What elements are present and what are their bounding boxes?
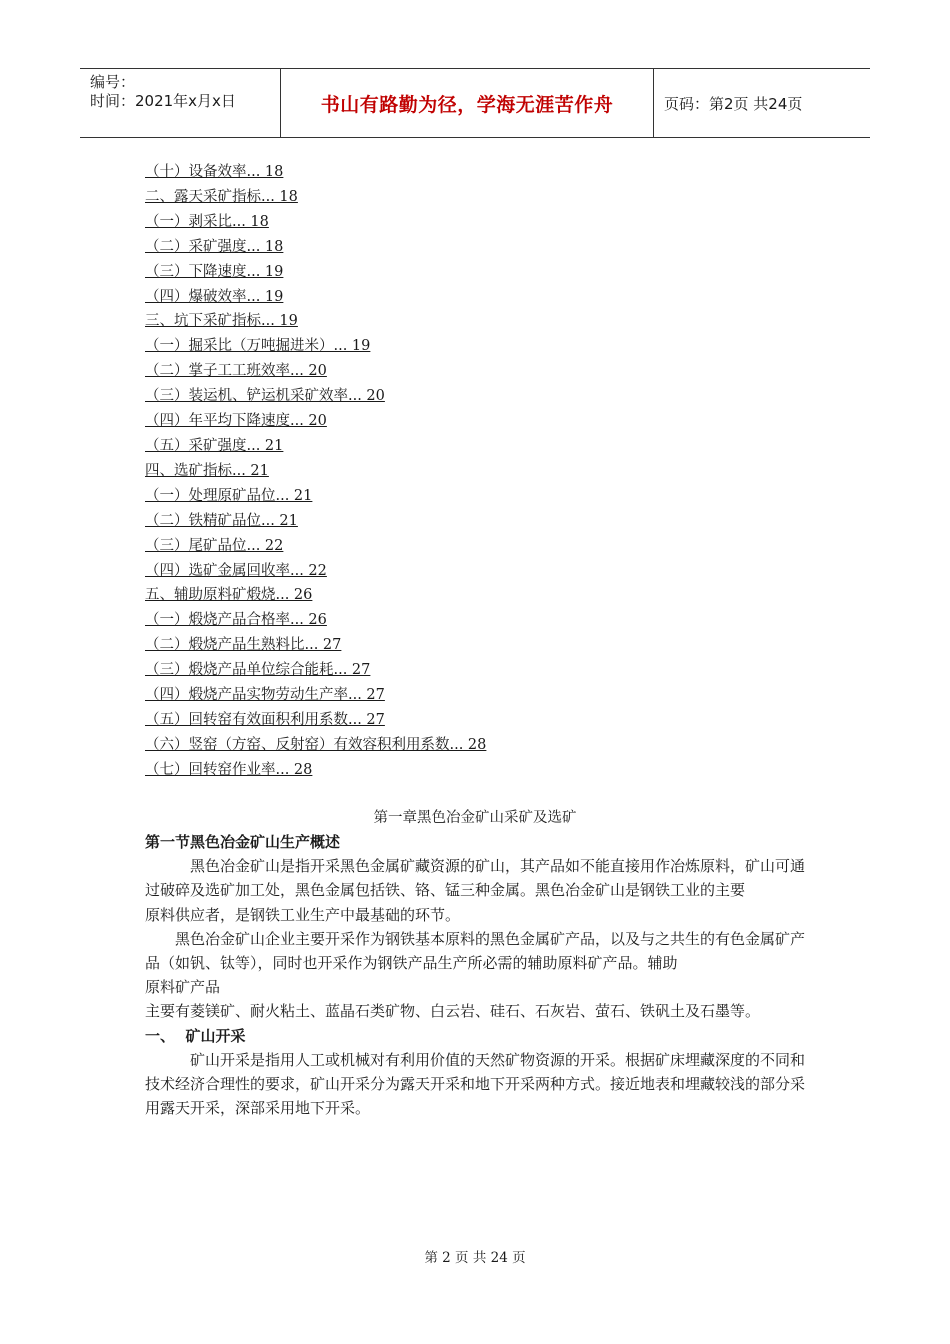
toc-link[interactable]: （二）煅烧产品生熟料比... 27 xyxy=(145,637,342,654)
toc-link[interactable]: （一）处理原矿品位... 21 xyxy=(145,487,313,504)
toc-link[interactable]: （四）爆破效率... 19 xyxy=(145,288,284,305)
toc-link[interactable]: （四）年平均下降速度... 20 xyxy=(145,413,327,430)
toc-link[interactable]: （三）尾矿品位... 22 xyxy=(145,537,284,554)
subheading: 一、 矿山开采 xyxy=(145,1026,246,1045)
toc-link[interactable]: （二）铁精矿品位... 21 xyxy=(145,512,298,529)
body-content xyxy=(145,830,805,1120)
toc-link[interactable]: （一）掘采比（万吨掘进米）... 19 xyxy=(145,338,371,355)
header-page-info: 页码：第2页 共24页 xyxy=(664,94,803,113)
chapter-title: 第一章黑色冶金矿山采矿及选矿 xyxy=(373,810,577,826)
paragraph: 矿山开采是指用人工或机械对有利用价值的天然矿物资源的开采。根据矿床埋藏深度的不同和技术经济合理性的要求，矿山开采分为露天开采和地下开采两种方式。接近地表和埋藏较浅的部分采用露天开采，深部采用地下开采。 xyxy=(145,1050,806,1118)
toc-link[interactable]: （五）回转窑有效面积利用系数... 27 xyxy=(145,711,385,728)
toc-link[interactable]: （五）采矿强度... 21 xyxy=(145,437,284,454)
toc-link[interactable]: （一）剥采比... 18 xyxy=(145,213,269,230)
toc-link[interactable]: 三、坑下采矿指标... 19 xyxy=(145,313,298,330)
toc-link[interactable]: （四）选矿金属回收率... 22 xyxy=(145,562,327,579)
toc-link[interactable]: （十）设备效率... 18 xyxy=(145,164,284,180)
toc-link[interactable]: （二）采矿强度... 18 xyxy=(145,238,284,255)
paragraph: 原料矿产品 xyxy=(145,978,221,997)
toc-link[interactable]: （一）煅烧产品合格率... 26 xyxy=(145,612,327,629)
toc-link[interactable]: （二）掌子工工班效率... 20 xyxy=(145,363,327,380)
header-motto: 书山有路勤为径，学海无涯苦作舟 xyxy=(281,69,654,137)
toc-link[interactable]: （四）煅烧产品实物劳动生产率... 27 xyxy=(145,687,385,704)
page-header xyxy=(80,68,870,138)
paragraph: 原料供应者，是钢铁工业生产中最基础的环节。 xyxy=(145,905,461,924)
paragraph: 黑色冶金矿山企业主要开采作为钢铁基本原料的黑色金属矿产品，以及与之共生的有色金属矿产品（如钒、钛等），同时也开采作为钢铁产品生产所必需的辅助原料矿产品。辅助 xyxy=(145,929,806,973)
toc-link[interactable]: 五、辅助原料矿煅烧... 26 xyxy=(145,587,313,604)
toc-link[interactable]: 二、露天采矿指标... 18 xyxy=(145,188,298,205)
toc-link[interactable]: （三）煅烧产品单位综合能耗... 27 xyxy=(145,662,371,679)
paragraph: 主要有菱镁矿、耐火粘土、蓝晶石类矿物、白云岩、硅石、石灰岩、萤石、铁矾土及石墨等。 xyxy=(145,1002,761,1021)
toc-link[interactable]: （七）回转窑作业率... 28 xyxy=(145,761,313,778)
table-of-contents xyxy=(145,160,486,783)
document-number-label: 编号： xyxy=(90,73,136,91)
toc-link[interactable]: （六）竖窑（方窑、反射窑）有效容积利用系数... 28 xyxy=(145,736,487,753)
header-meta xyxy=(80,69,281,137)
section-title: 第一节黑色冶金矿山生产概述 xyxy=(145,833,341,851)
toc-link[interactable]: （三）装运机、铲运机采矿效率... 20 xyxy=(145,388,385,405)
paragraph: 黑色冶金矿山是指开采黑色金属矿藏资源的矿山，其产品如不能直接用作冶炼原料，矿山可通过破碎及选矿加工处，黑色金属包括铁、铬、锰三种金属。黑色冶金矿山是钢铁工业的主要 xyxy=(145,857,806,900)
page-footer: 第 2 页 共 24 页 xyxy=(424,1250,526,1266)
toc-link[interactable]: 四、选矿指标... 21 xyxy=(145,462,269,479)
toc-link[interactable]: （三）下降速度... 19 xyxy=(145,263,284,280)
document-time-label: 时间：2021年x月x日 xyxy=(90,92,236,110)
